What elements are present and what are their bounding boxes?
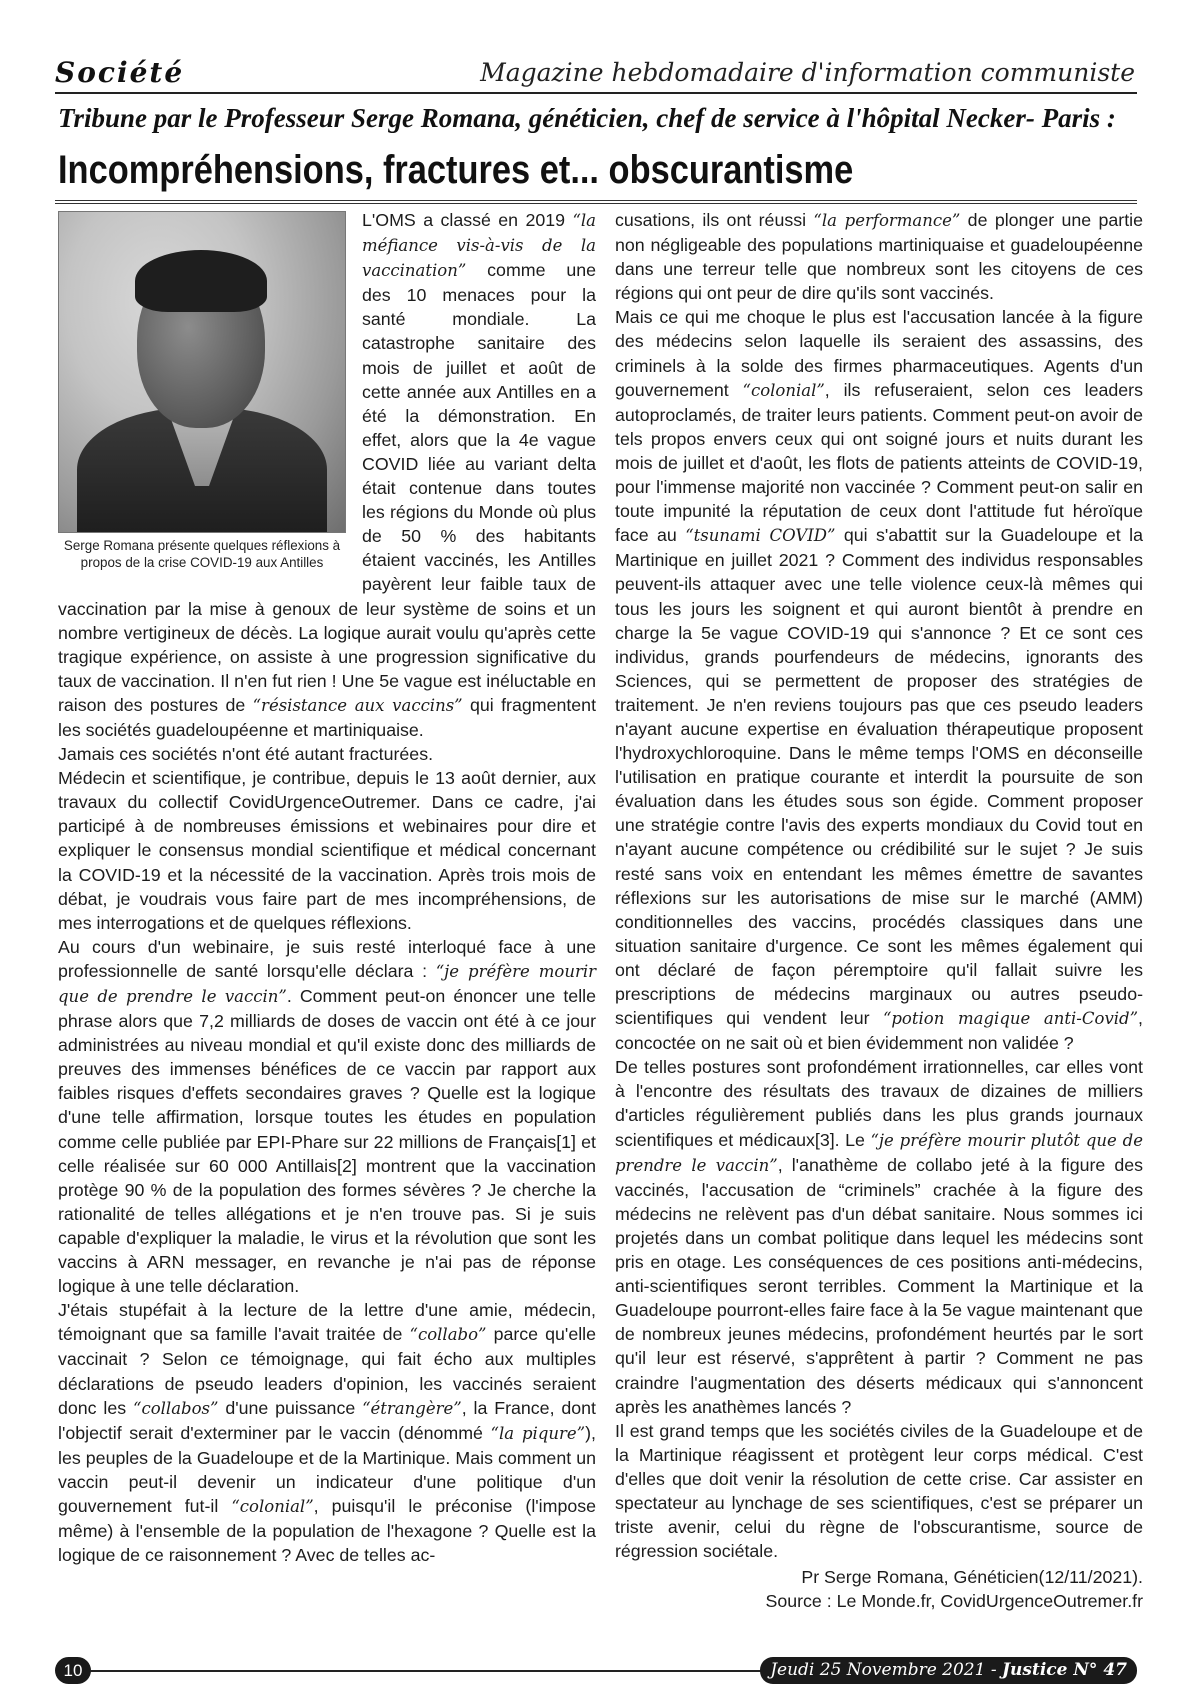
quoted-phrase: “la performance”	[813, 211, 961, 230]
article-paragraph: De telles postures sont profondément irrationnelles, car elles vont à l'encontre des résultats des travaux de dizaines de milliers d'articles régulièrement publiés dans les plus grands journaux scientifiques et médicaux[3]. Le “je préfère mourir plutôt que de prendre le vaccin”, l'anathème de collabo jeté à la figure des vaccinés, l'accusation de “criminels” crachée à la figure des médecins ne relèvent pas d'un débat sanitaire. Nous sommes ici projetés dans un combat politique dans lequel les médecins sont pris en otage. Les conséquences de ces positions anti-médecins, anti-scientifiques seront terribles. Comment la Martinique et la Guadeloupe pourront-elles faire face à la 5e vague maintenant que de nombreux jeunes médecins, profondément heurtés par le sort qu'il leur est réservé, s'apprêtent à partir ? Comment ne pas craindre l'augmentation des déserts médicaux qui s'annoncent après les anathèmes lancés ?	[615, 1057, 1143, 1417]
article-paragraph: Jamais ces sociétés n'ont été autant fracturées.	[58, 744, 434, 765]
headline-rule	[55, 200, 1137, 206]
article-paragraph: L'OMS a classé en 2019 “la méfiance vis-à-vis de la vaccination” comme une des 10 menaces pour la santé mondiale. La catastrophe sanitaire des mois de juillet et août de cette année aux Antilles en a été la démonstration. En effet, alors que la 4e vague COVID liée au variant delta était contenue dans toutes les régions du Monde où plus de 50 % des habitants étaient vaccinés, les Antilles payèrent leur faible taux de vaccination par la mise à genoux de leur système de soins et un nombre vertigineux de décès. La logique aurait voulu qu'après cette tragique expérience, on assiste à une progression significative du taux de vaccination. Il n'en fut rien ! Une 5e vague est inéluctable en raison des postures de “résistance aux vaccins” qui fragmentent les sociétés guadeloupéenne et martiniquaise.	[58, 210, 597, 740]
quoted-phrase: “la piqure”	[490, 1423, 586, 1443]
author-signature: Pr Serge Romana, Généticien(12/11/2021).	[801, 1567, 1143, 1588]
footer-issue-number: Justice N° 47	[1002, 1660, 1127, 1680]
footer-issue	[760, 1657, 1137, 1684]
article-paragraph: Mais ce qui me choque le plus est l'accusation lancée à la figure des médecins selon laquelle ils seraient des assassins, des criminels à la solde des firmes pharmaceutiques. Agents d'un gouvernement “colonial”, ils refuseraient, selon ces leaders autoproclamés, de traiter leurs patients. Comment peut-on avoir de tels propos envers ceux qui ont soigné jours et nuits durant les mois de juillet et d'août, les flots de patients atteints de COVID-19, pour l'immense majorité non vaccinée ? Comment peut-on salir en toute impunité la réputation de ceux dont l'attitude fut héroïque face au “tsunami COVID” qui s'abattit sur la Guadeloupe et la Martinique en juillet 2021 ? Comment des individus responsables peuvent-ils attaquer avec une telle violence ceux-là mêmes qui tous les jours les soignent et qui auront bientôt à prendre en charge la 5e vague COVID-19 qui s'annonce ? Et ce sont ces individus, grands pourfendeurs de médecins, ignorants des Sciences, qui se permettent de proposer des stratégies de traitement. Je n'en reviens toujours pas que ces pseudo leaders n'ayant aucune expertise en évaluation thérapeutique proposent l'hydroxychloroquine. Dans le même temps l'OMS en déconseille l'utilisation en pratique courante et interdit la poursuite de son évaluation dans les études sous son égide. Comment proposer une stratégie contre l'avis des experts mondiaux du Covid tout en n'ayant aucune compétence ou crédibilité sur le sujet ? Je suis resté sans voix en entendant les mêmes émettre de savantes réflexions sur les autorisations de mise sur le marché (AMM) conditionnelles des vaccins, procédés classiques dans une situation sanitaire d'urgence. Ce sont les mêmes également qui ont déclaré de façon péremptoire qu'il fallait suivre les prescriptions de médecins marginaux ou autres pseudo-scientifiques qui vendent leur “potion magique anti-Covid”, concoctée on ne sait où et bien évidemment non validée ?	[615, 307, 1143, 1054]
right-column	[615, 208, 1143, 1613]
quoted-phrase: “colonial”	[231, 1496, 314, 1516]
quoted-phrase: “tsunami COVID”	[685, 526, 836, 546]
article-paragraph: cusations, ils ont réussi “la performance” de plonger une partie non négligeable des populations martiniquaise et guadeloupéenne dans une terreur telle que nombreux sont les citoyens de ces régions qui ont peur de dire qu'ils sont vaccinés.	[615, 210, 1143, 304]
right-paragraphs	[615, 208, 1143, 1563]
section-label: Société	[55, 56, 185, 89]
author-photo	[58, 211, 346, 533]
quoted-phrase: “je préfère mourir plutôt que de prendre le vaccin”	[615, 1130, 1143, 1175]
quoted-phrase: “potion magique anti-Covid”	[882, 1009, 1139, 1029]
quoted-phrase: “résistance aux vaccins”	[252, 695, 463, 715]
article-paragraph: Il est grand temps que les sociétés civiles de la Guadeloupe et de la Martinique réagissent et protègent leur corps médical. C'est d'elles que doit venir la résolution de cette crise. Car assister en spectateur au lynchage de ses scientifiques, c'est se préparer un triste avenir, celui du règne de l'obscurantisme, source de régression sociétale.	[615, 1420, 1143, 1562]
footer-date: Jeudi 25 Novembre 2021 -	[770, 1660, 1002, 1680]
left-column	[58, 208, 596, 1567]
article-kicker: Tribune par le Professeur Serge Romana, généticien, chef de service à l'hôpital Necker- Paris :	[58, 103, 1116, 133]
quoted-phrase: “collabos”	[133, 1398, 219, 1418]
quoted-phrase: “collabo”	[409, 1325, 487, 1345]
author-figure	[58, 211, 346, 571]
photo-caption: Serge Romana présente quelques réflexions à propos de la crise COVID-19 aux Antilles	[63, 538, 341, 570]
quoted-phrase: “colonial”	[742, 380, 825, 400]
quoted-phrase: “la méfiance vis-à-vis de la vaccination”	[362, 211, 596, 281]
quoted-phrase: “je préfère mourir que de prendre le vaccin”	[58, 961, 596, 1006]
header-rule	[55, 92, 1137, 94]
article-paragraph: Au cours d'un webinaire, je suis resté interloqué face à une professionnelle de santé lorsqu'elle déclara : “je préfère mourir que de prendre le vaccin”. Comment peut-on énoncer une telle phrase alors que 7,2 milliards de doses de vaccin ont été à ce jour administrées au niveau mondial et qu'il existe donc des milliards de preuves des immenses bénéfices de ce vaccin par rapport aux faibles risques d'effets secondaires graves ? Quelle est la logique d'une telle affirmation, lorsque toutes les études en population comme celle publiée par EPI-Phare sur 22 millions de Français[1] et celle réalisée sur 60 000 Antillais[2] montrent que la vaccination protège 90 % de la population des formes sévères ? Je cherche la rationalité de telles allégations et je n'en trouve pas. Si je suis capable d'expliquer la maladie, le virus et la révolution que sont les vaccins à ARN messager, en revanche je n'ai pas de réponse logique à une telle déclaration.	[58, 936, 596, 1297]
article-paragraph: Médecin et scientifique, je contribue, depuis le 13 août dernier, aux travaux du collectif CovidUrgenceOutremer. Dans ce cadre, j'ai participé à de nombreuses émissions et webinaires pour dire et expliquer le consensus mondial scientifique et médical concernant la COVID-19 et la nécessité de la vaccination. Après trois mois de débat, je voudrais vous faire part de mes incompréhensions, de mes interrogations et de quelques réflexions.	[58, 768, 596, 933]
article-headline: Incompréhensions, fractures et... obscurantisme	[58, 148, 854, 192]
article-paragraph: J'étais stupéfait à la lecture de la lettre d'une amie, médecin, témoignant que sa famille l'avait traitée de “collabo” parce qu'elle vaccinait ? Selon ce témoignage, qui fait écho aux multiples déclarations de pseudo leaders d'opinion, les vaccinés seraient donc les “collabos” d'une puissance “étrangère”, la France, dont l'objectif serait d'exterminer par le vaccin (dénommé “la piqure”), les peuples de la Guadeloupe et de la Martinique. Mais comment un vaccin peut-il devenir un indicateur d'une politique d'un gouvernement fut-il “colonial”, puisqu'il le préconise (l'impose même) à l'ensemble de la population de l'hexagone ? Quelle est la logique de ce raisonnement ? Avec de telles ac-	[58, 1300, 597, 1566]
page-number: 10	[55, 1657, 91, 1684]
quoted-phrase: “étrangère”	[362, 1398, 462, 1418]
magazine-tagline: Magazine hebdomadaire d'information communiste	[480, 58, 1135, 87]
article-source: Source : Le Monde.fr, CovidUrgenceOutremer.fr	[765, 1591, 1143, 1612]
